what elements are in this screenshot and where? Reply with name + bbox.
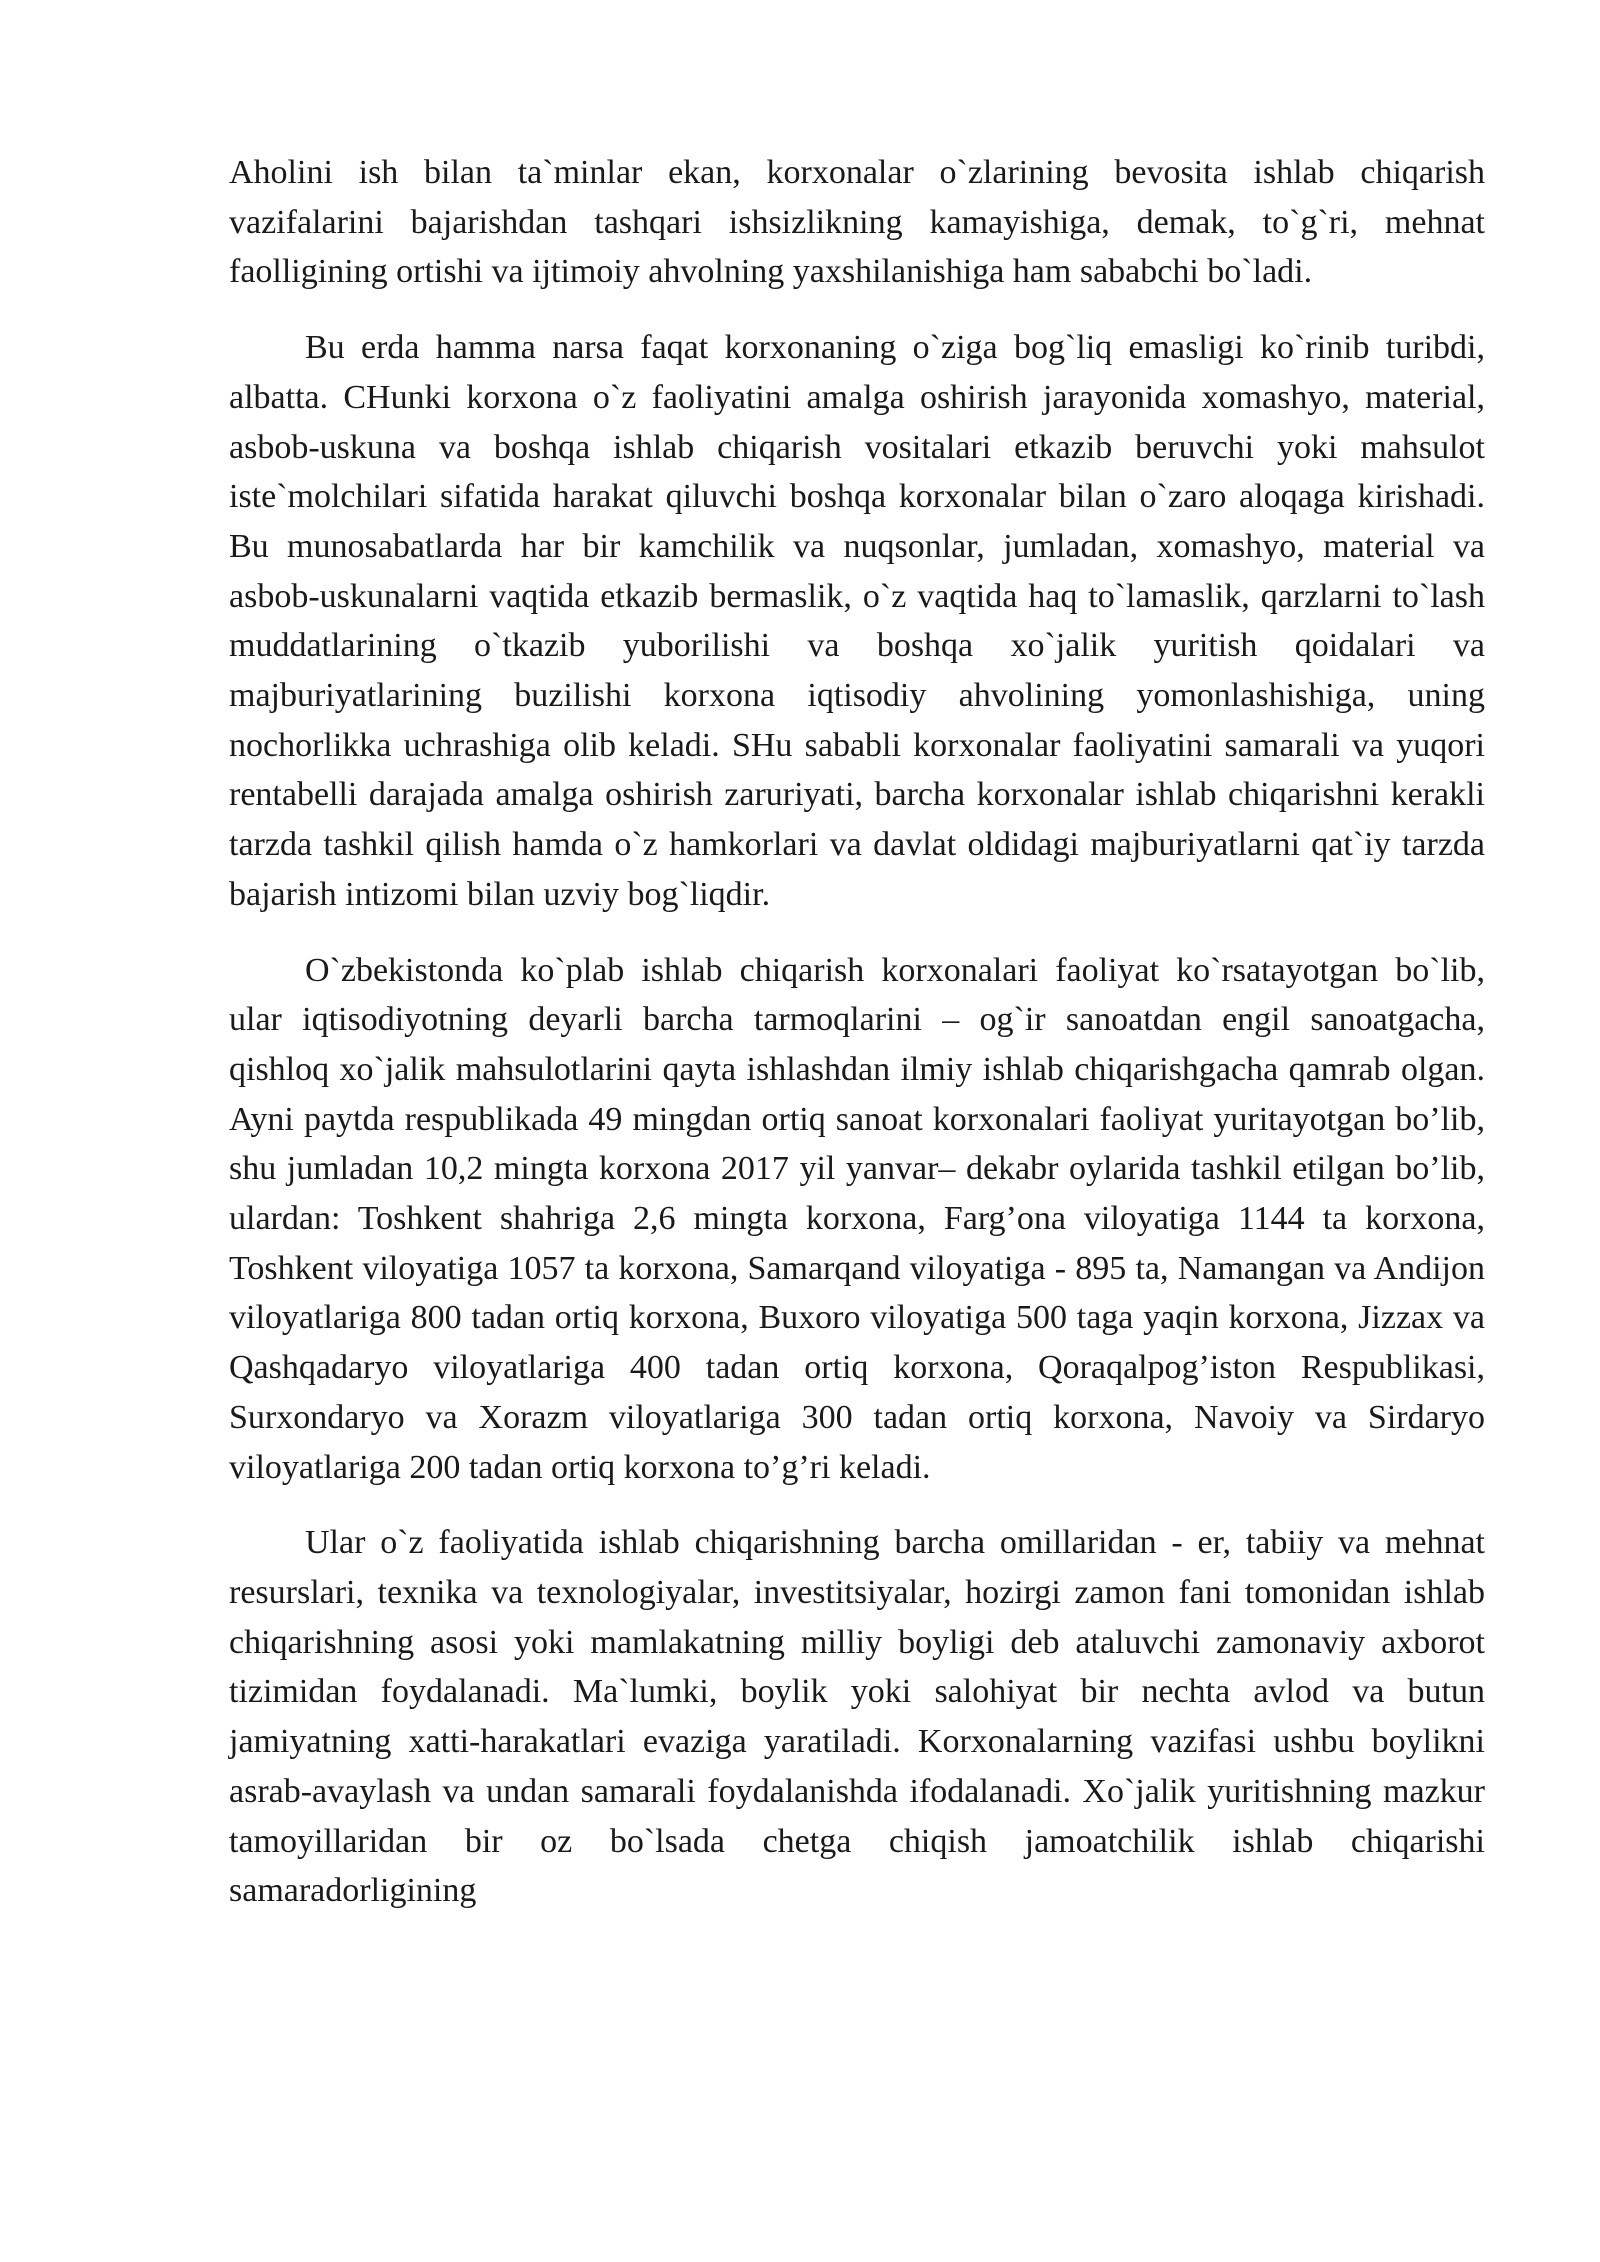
- document-body: [229, 148, 1485, 1916]
- paragraph-1: Aholini ish bilan ta`minlar ekan, korxonalar o`zlarining bevosita ishlab chiqarish vazifalarini bajarishdan tashqari ishsizlikning kamayishiga, demak, to`g`ri, mehnat faolligining ortishi va ijtimoiy ahvolning yaxshilanishiga ham sababchi bo`ladi.: [229, 154, 1485, 291]
- paragraph-4: Ular o`z faoliyatida ishlab chiqarishning barcha omillaridan - er, tabiiy va mehnat resurslari, texnika va texnologiyalar, investitsiyalar, hozirgi zamon fani tomonidan ishlab chiqarishning asosi yoki mamlakatning milliy boyligi deb ataluvchi zamonaviy axborot tizimidan foydalanadi. Ma`lumki, boylik yoki salohiyat bir nechta avlod va butun jamiyatning xatti-harakatlari evaziga yaratiladi. Korxonalarning vazifasi ushbu boylikni asrab-avaylash va undan samarali foydalanishda ifodalanadi. Xo`jalik yuritishning mazkur tamoyillaridan bir oz bo`lsada chetga chiqish jamoatchilik ishlab chiqarishi samaradorligining: [229, 1524, 1485, 1910]
- paragraph-2: Bu erda hamma narsa faqat korxonaning o`ziga bog`liq emasligi ko`rinib turibdi, albatta. CHunki korxona o`z faoliyatini amalga oshirish jarayonida xomashyo, material, asbob-uskuna va boshqa ishlab chiqarish vositalari etkazib beruvchi yoki mahsulot iste`molchilari sifatida harakat qiluvchi boshqa korxonalar bilan o`zaro aloqaga kirishadi. Bu munosabatlarda har bir kamchilik va nuqsonlar, jumladan, xomashyo, material va asbob-uskunalarni vaqtida etkazib bermaslik, o`z vaqtida haq to`lamaslik, qarzlarni to`lash muddatlarining o`tkazib yuborilishi va boshqa xo`jalik yuritish qoidalari va majburiyatlarining buzilishi korxona iqtisodiy ahvolining yomonlashishiga, uning nochorlikka uchrashiga olib keladi. SHu sababli korxonalar faoliyatini samarali va yuqori rentabelli darajada amalga oshirish zaruriyati, barcha korxonalar ishlab chiqarishni kerakli tarzda tashkil qilish hamda o`z hamkorlari va davlat oldidagi majburiyatlarni qat`iy tarzda bajarish intizomi bilan uzviy bog`liqdir.: [229, 329, 1485, 913]
- paragraph-3: O`zbekistonda ko`plab ishlab chiqarish korxonalari faoliyat ko`rsatayotgan bo`lib, ular iqtisodiyotning deyarli barcha tarmoqlarini – og`ir sanoatdan engil sanoatgacha, qishloq xo`jalik mahsulotlarini qayta ishlashdan ilmiy ishlab chiqarishgacha qamrab olgan. Ayni paytda respublikada 49 mingdan ortiq sanoat korxonalari faoliyat yuritayotgan bo’lib, shu jumladan 10,2 mingta korxona 2017 yil yanvar– dekabr oylarida tashkil etilgan bo’lib, ulardan: Toshkent shahriga 2,6 mingta korxona, Farg’ona viloyatiga 1144 ta korxona, Toshkent viloyatiga 1057 ta korxona, Samarqand viloyatiga - 895 ta, Namangan va Andijon viloyatlariga 800 tadan ortiq korxona, Buxoro viloyatiga 500 taga yaqin korxona, Jizzax va Qashqadaryo viloyatlariga 400 tadan ortiq korxona, Qoraqalpog’iston Respublikasi, Surxondaryo va Xorazm viloyatlariga 300 tadan ortiq korxona, Navoiy va Sirdaryo viloyatlariga 200 tadan ortiq korxona to’g’ri keladi.: [229, 951, 1485, 1486]
